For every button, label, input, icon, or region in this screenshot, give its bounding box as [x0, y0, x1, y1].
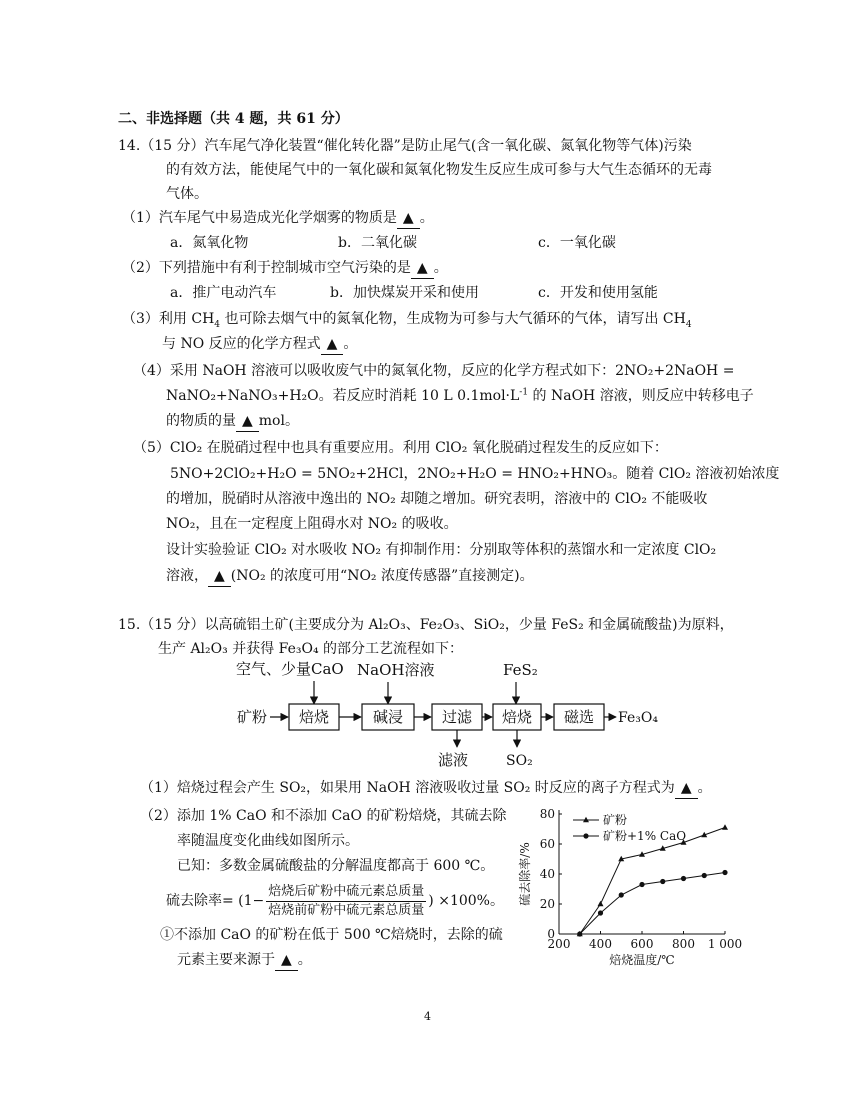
q14-part5-line3: 的增加，脱硝时从溶液中逸出的 NO₂ 却随之增加。研究表明，溶液中的 ClO₂ 不能吸收 [166, 491, 708, 507]
flow-input-naoh: NaOH溶液 [357, 661, 435, 679]
q14-intro-line3: 气体。 [166, 186, 208, 202]
q15-part1 [140, 778, 712, 799]
data-point-triangle [722, 824, 728, 829]
q14-part5-line4: NO₂，且在一定程度上阻碍水对 NO₂ 的吸收。 [166, 516, 458, 532]
q15-part2-line3: 已知：多数金属硫酸盐的分解温度都高于 600 ℃。 [177, 858, 495, 874]
section-title: 二、非选择题（共 4 题，共 61 分） [118, 111, 349, 127]
answer-blank[interactable]: ▲ [208, 566, 231, 587]
answer-blank[interactable]: ▲ [275, 950, 298, 971]
flow-input-fes2: FeS₂ [503, 661, 538, 679]
data-point-circle [660, 879, 665, 884]
x-axis-label: 焙烧温度/℃ [609, 953, 675, 967]
q15-part2-line1: （2）添加 1% CaO 和不添加 CaO 的矿粉焙烧，其硫去除 [140, 808, 507, 824]
y-axis-label: 硫去除率/% [518, 842, 532, 906]
q14-p4-text-c: 的物质的量 [166, 413, 236, 429]
q14-part4-line2 [166, 386, 754, 406]
formula-fraction [266, 883, 426, 920]
formula-denominator: 焙烧前矿粉中硫元素总质量 [268, 902, 425, 918]
x-tick-label: 200 [547, 937, 571, 951]
q14-part4-line1: （4）采用 NaOH 溶液可以吸收废气中的氮氧化物，反应的化学方程式如下：2NO₂+2NaOH = [133, 363, 735, 379]
q14-part5-line2: 5NO+2ClO₂+H₂O = 5NO₂+2HCl，2NO₂+H₂O = HNO₂+HNO₃。随着 ClO₂ 溶液初始浓度 [170, 466, 780, 482]
q15-part1-end: 。 [697, 780, 712, 796]
q14-p1-option-c: c．一氧化碳 [538, 235, 616, 251]
formula-numerator: 焙烧后矿粉中硫元素总质量 [266, 883, 426, 902]
data-point-circle [702, 873, 707, 878]
q14-part2-end: 。 [433, 260, 448, 276]
q15-part2-q1-line1: ①不添加 CaO 的矿粉在低于 500 ℃焙烧时，去除的硫 [160, 927, 503, 943]
y-tick-label: 80 [539, 807, 555, 821]
answer-blank[interactable]: ▲ [321, 334, 344, 355]
q15-p2-q1-text: 元素主要来源于 [177, 952, 275, 968]
q14-p2-option-b: b．加快煤炭开采和使用 [330, 285, 479, 301]
q14-p4-unit: mol。 [258, 413, 299, 429]
q14-part1-text: （1）汽车尾气中易造成光化学烟雾的物质是 [122, 210, 397, 226]
flow-box-alkali-leach-label: 碱浸 [372, 708, 404, 726]
q15-intro-line2: 生产 Al₂O₃ 并获得 Fe₃O₄ 的部分工艺流程如下： [158, 641, 464, 657]
answer-blank[interactable]: ▲ [236, 411, 259, 432]
y-tick-label: 60 [539, 837, 555, 851]
series-line [580, 828, 725, 935]
flow-output-so2: SO₂ [506, 753, 533, 769]
y-tick-label: 20 [539, 897, 555, 911]
answer-blank[interactable]: ▲ [675, 778, 698, 799]
x-tick-label: 600 [630, 937, 654, 951]
q14-part3-line2 [162, 334, 357, 355]
data-point-triangle [598, 901, 604, 906]
q14-p2-option-a: a．推广电动汽车 [170, 285, 277, 301]
flow-start-ore-powder: 矿粉 [237, 708, 268, 726]
q14-p4-text-b: 的 NaOH 溶液，则反应中转移电子 [528, 388, 754, 404]
q14-part1-end: 。 [419, 210, 434, 226]
y-tick-label: 40 [539, 867, 555, 881]
q14-part2 [122, 258, 448, 279]
q14-intro-line2: 的有效方法，能使尾气中的一氧化碳和氮氧化物发生反应生成可参与大气生态循环的无毒 [166, 162, 712, 178]
page-number: 4 [424, 1010, 431, 1023]
sulfur-removal-chart [515, 800, 760, 990]
x-tick-label: 400 [589, 937, 612, 951]
q14-p5-text-a: 溶液， [166, 568, 208, 584]
answer-blank[interactable]: ▲ [411, 258, 434, 279]
q14-p2-option-c: c．开发和使用氢能 [538, 285, 658, 301]
q14-part3-line1: （3）利用 $CH_4$ 也可除去烟气中的氮氧化物，生成物为可参与大气循环的气体，请写出 $CH_4$ [122, 311, 692, 330]
data-point-circle [681, 876, 686, 881]
q14-p5-text-b: (NO₂ 的浓度可用“NO₂ 浓度传感器”直接测定)。 [230, 568, 534, 584]
q14-part4-line3 [166, 411, 299, 432]
q15-intro-line1: 15.（15 分）以高硫铝土矿(主要成分为 Al₂O₃、Fe₂O₃、SiO₂，少量 FeS₂ 和金属硫酸盐)为原料， [118, 617, 734, 633]
q14-p3-end: 。 [343, 336, 358, 352]
data-point-circle [577, 931, 582, 936]
q14-part5-line5: 设计实验验证 ClO₂ 对水吸收 NO₂ 有抑制作用：分别取等体积的蒸馏水和一定浓度 ClO₂ [166, 542, 717, 558]
q14-p3-text-b: 也可除去烟气中的氮氧化物，生成物为可参与大气循环的气体，请写出 CH [220, 311, 686, 327]
q14-part2-text: （2）下列措施中有利于控制城市空气污染的是 [122, 260, 411, 276]
q15-p2-q1-end: 。 [297, 952, 312, 968]
q14-part5-line6 [166, 566, 534, 587]
data-point-circle [722, 870, 727, 875]
y-tick-label: 0 [547, 927, 555, 941]
q14-part5-line1: （5）ClO₂ 在脱硝过程中也具有重要应用。利用 ClO₂ 氧化脱硝过程发生的反应如下： [133, 440, 668, 456]
q14-p1-option-a: a．氮氧化物 [170, 235, 249, 251]
flow-box-magnetic-sep-label: 磁选 [563, 708, 595, 726]
q14-part1 [122, 208, 434, 229]
flow-input-air-cao: 空气、少量CaO [236, 660, 344, 678]
flow-box-roast-1-label: 焙烧 [298, 708, 330, 726]
q14-p4-superscript: -1 [519, 387, 529, 398]
q15-part1-text: （1）焙烧过程会产生 SO₂，如果用 NaOH 溶液吸收过量 SO₂ 时反应的离子方程式为 [140, 780, 675, 796]
data-point-circle [639, 882, 644, 887]
data-point-circle [598, 910, 603, 915]
q15-part2-q1-line2 [177, 950, 312, 971]
legend-label: 矿粉 [603, 813, 628, 827]
legend-label: 矿粉+1% CaO [603, 829, 687, 843]
flow-output-filtrate: 滤液 [438, 751, 469, 769]
flow-product-fe3o4: Fe₃O₄ [618, 710, 658, 726]
answer-blank[interactable]: ▲ [397, 208, 420, 229]
x-tick-label: 1 000 [707, 937, 743, 951]
process-flow-diagram [0, 655, 860, 775]
x-tick-label: 800 [672, 937, 695, 951]
sulfur-removal-formula [166, 881, 504, 921]
legend-marker-circle [583, 833, 588, 838]
data-point-circle [619, 892, 624, 897]
q14-p4-text-a: NaNO₂+NaNO₃+H₂O。若反应时消耗 10 L 0.1mol·L [166, 388, 520, 404]
q14-p1-option-b: b．二氧化碳 [338, 235, 417, 251]
formula-prefix: 硫去除率= (1− [166, 893, 265, 909]
flow-box-roast-2-label: 焙烧 [501, 708, 533, 726]
q14-intro-line1: 14.（15 分）汽车尾气净化装置“催化转化器”是防止尾气(含一氧化碳、氮氧化物等气体)污染 [118, 138, 692, 154]
formula-suffix: ) ×100%。 [428, 893, 504, 909]
q14-p3-text-c: 与 NO 反应的化学方程式 [162, 336, 321, 352]
q15-part2-line2: 率随温度变化曲线如图所示。 [177, 833, 359, 849]
flow-box-filter-label: 过滤 [441, 708, 473, 726]
q14-p3-text-a: （3）利用 CH [122, 311, 215, 327]
